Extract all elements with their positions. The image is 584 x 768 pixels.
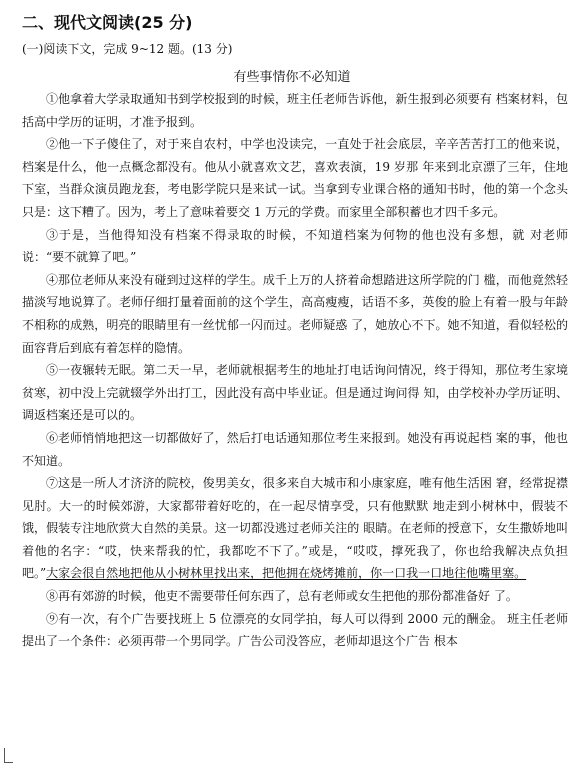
section-title: 二、现代文阅读(25 分): [22, 13, 193, 32]
paragraph-7: [22, 472, 568, 585]
article-title: 有些事情你不必知道: [233, 70, 351, 85]
paragraph-7-text: ⑦这是一所人才济济的院校，俊男美女，很多来自大城市和小康家庭，唯有他生活困 窘，经常捉襟见肘。大一的时候郊游，大家都带着好吃的，在一起尽情享受，只有他默默 地走到小树林中，假装不饿，假装专注地欣赏大自然的美景。这一切都没逃过老师关注的 眼睛。在老师的授意下，女生撒娇地叫着他的名字：“哎，快来帮我的忙，我都吃不下了。”或是，“哎哎，撑死我了，你也给我解决点负担吧。”: [22, 476, 568, 581]
paragraph-6: ⑥老师悄悄地把这一切都做好了，然后打电话通知那位考生来报到。她没有再说起档 案的事，他也不知道。: [22, 430, 568, 468]
paragraph-8: ⑧再有郊游的时候，他吏不需要带任何东西了，总有老师或女生把他的那份都准备好 了。: [46, 589, 518, 604]
reading-instruction: (一)阅读下文，完成 9~12 题。(13 分): [22, 42, 233, 56]
paragraph-4: ④那位老师从来没有碰到过这样的学生。成千上万的人挤着命想踏进这所学院的门 槛，而他竟然轻描淡写地说算了。老师仔细打量着面前的这个学生，高高瘦瘦，话语不多，英俊的脸上有着一股与年龄不相称的成熟，明亮的眼睛里有一丝忧郁一闪而过。老师疑惑 了，她放心不下。她不知道，看似轻松的面容背后到底有着怎样的隐情。: [22, 272, 568, 355]
paragraph-1: ①他拿着大学录取通知书到学校报到的时候，班主任老师告诉他，新生报到必须要有 档案材料，包括高中学历的证明，才准予报到。: [22, 92, 568, 129]
page-corner-mark: [4, 748, 13, 763]
paragraph-9: ⑨有一次，有个广告要找班上 5 位漂亮的女同学拍，每人可以得到 2000 元的酬金。 班主任老师提出了一个条件：必须再带一个男同学。广告公司没答应，老师却退这个广告 根本: [22, 611, 568, 649]
underlined-sentence: 大家会很自然地把他从小树林里找出来，把他拥在烧烤摊前，你一口我一口地往他嘴里塞。: [46, 566, 527, 581]
paragraph-3: ③于是，当他得知没有档案不得录取的时候，不知道档案为何物的他也没有多想，就 对老师说：“要不就算了吧。”: [22, 227, 568, 265]
article-body: [22, 88, 568, 653]
paragraph-2: ②他一下子傻住了，对于来自农村，中学也没读完，一直处于社会底层，辛辛苦苦打工的他来说，档案是什么，他一点概念都没有。他从小就喜欢文艺，喜欢表演，19 岁那 年来到北京漂了三年，住地下室，当群众演员跑龙套，考电影学院只是来试一试。当拿到专业课合格的通知书时，他的第一个念头只是：这下糟了。因为，考上了意味着要交 1 万元的学费。而家里全部积蓄也才四千多元。: [22, 137, 568, 219]
paragraph-5: ⑤一夜辗转无眠。第二天一早，老师就根据考生的地址打电话询问情况，终于得知，那位考生家境贫寒，初中没上完就辍学外出打工，因此没有高中毕业证。但是通过询问得 知，由学校补办学历证明、调返档案还是可以的。: [22, 363, 568, 423]
